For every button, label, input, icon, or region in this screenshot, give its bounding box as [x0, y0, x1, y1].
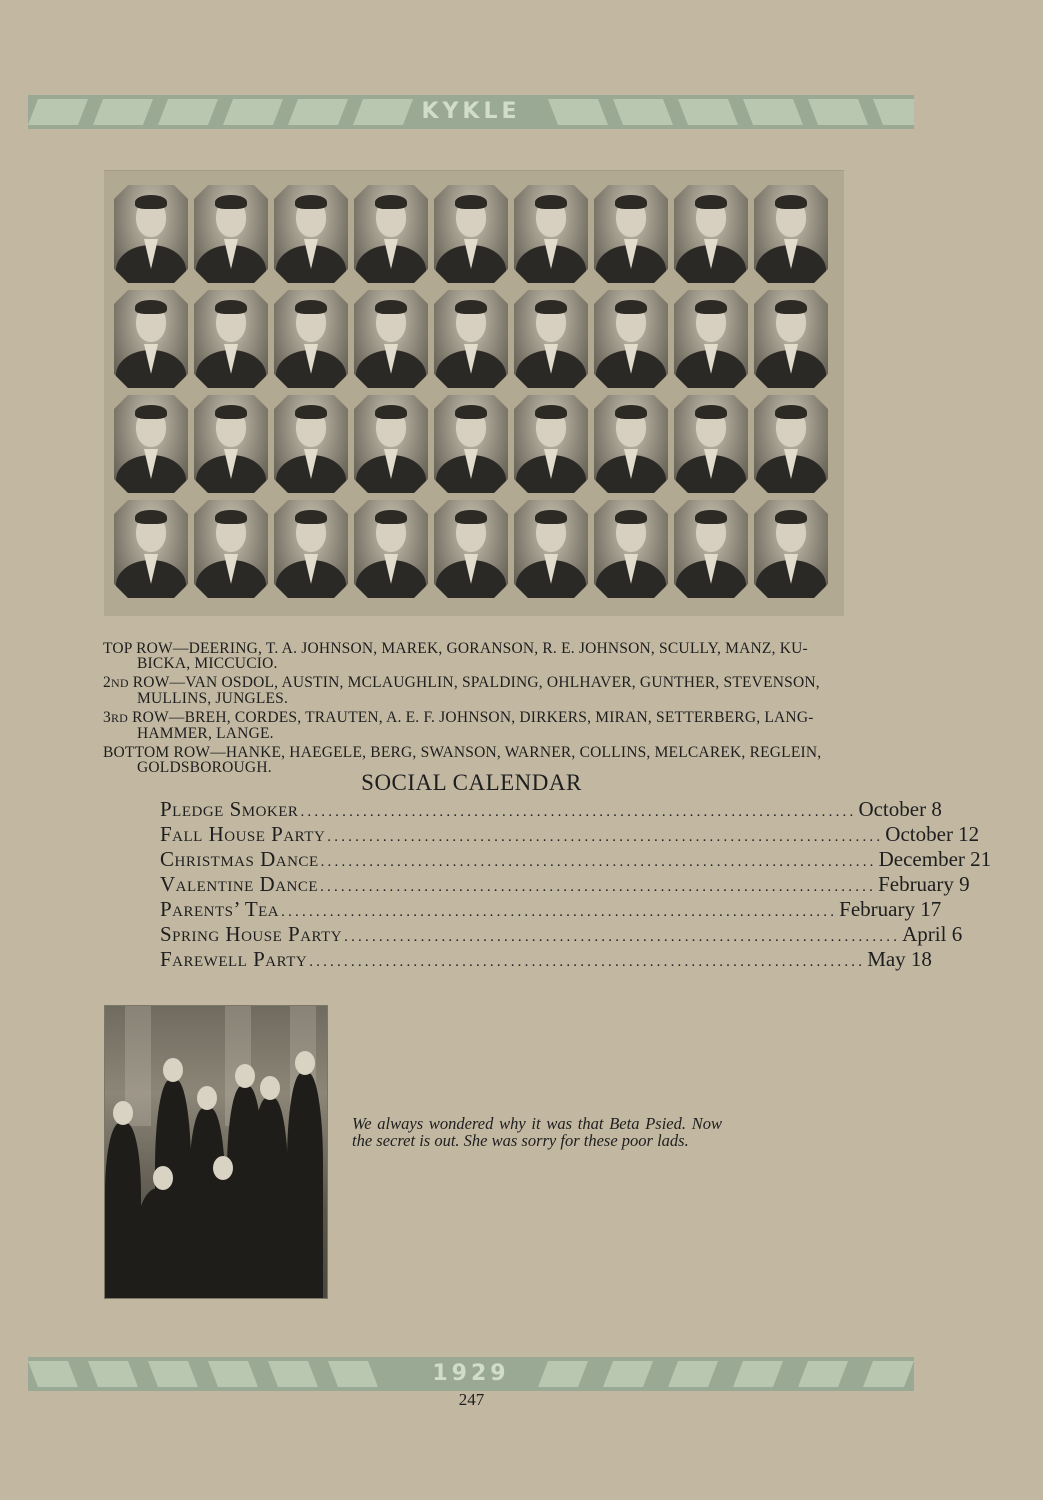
person-face	[260, 1076, 280, 1100]
calendar-event-date: February 9	[878, 872, 970, 896]
portrait-hair	[295, 405, 327, 419]
group-photograph	[104, 1005, 328, 1299]
portrait-photo	[434, 185, 508, 283]
calendar-event-date: October 8	[858, 797, 942, 821]
calendar-event-name: Parents’ Tea	[160, 897, 280, 921]
portrait-photo	[674, 290, 748, 388]
caption-row-label: TOP ROW	[103, 640, 173, 657]
portrait-photo	[434, 500, 508, 598]
photo-caption: We always wondered why it was that Beta Psied. Now the secret is out. She was sorry for these poor lads.	[352, 1114, 722, 1150]
caption-row-names: —HANKE, HAEGELE, BERG, SWANSON, WARNER, COLLINS, MELCAREK, REGLEIN,	[210, 744, 822, 761]
portrait-photo	[674, 395, 748, 493]
caption-row-names: —DEERING, T. A. JOHNSON, MAREK, GORANSON, R. E. JOHNSON, SCULLY, MANZ, KU-	[172, 640, 808, 657]
portrait-hair	[535, 300, 567, 314]
portrait-photo	[114, 500, 188, 598]
portrait-photo	[194, 290, 268, 388]
portrait-photo	[674, 185, 748, 283]
caption-row-label: BOTTOM ROW	[103, 744, 211, 761]
portrait-photo	[514, 500, 588, 598]
calendar-row	[160, 822, 980, 847]
calendar-event-name: Spring House Party	[160, 922, 343, 946]
caption-row-names: ROW—BREH, CORDES, TRAUTEN, A. E. F. JOHNSON, DIRKERS, MIRAN, SETTERBERG, LANG-	[128, 709, 814, 726]
footer-band-text: 1929	[432, 1361, 510, 1386]
caption-row-continuation: GOLDSBOROUGH.	[137, 759, 272, 776]
portrait-hair	[775, 510, 807, 524]
portrait-hair	[215, 405, 247, 419]
person-body	[137, 1188, 189, 1298]
calendar-row	[160, 872, 970, 897]
portrait-photo	[594, 290, 668, 388]
leader-dots: ................................................................................	[320, 879, 877, 895]
calendar-event-date: May 18	[867, 947, 932, 971]
calendar-event-name: Christmas Dance	[160, 847, 319, 871]
portrait-photo	[754, 290, 828, 388]
portrait-hair	[135, 300, 167, 314]
portrait-hair	[535, 405, 567, 419]
portrait-composite	[104, 170, 844, 616]
caption-row-continuation: MULLINS, JUNGLES.	[137, 690, 289, 707]
portrait-photo	[594, 500, 668, 598]
portrait-hair	[295, 300, 327, 314]
person-face	[113, 1101, 133, 1125]
portrait-hair	[215, 195, 247, 209]
calendar-event-name: Valentine Dance	[160, 872, 319, 896]
portrait-hair	[215, 510, 247, 524]
calendar-row	[160, 897, 942, 922]
portrait-hair	[375, 300, 407, 314]
portrait-photo	[514, 185, 588, 283]
footer-ornament-band	[28, 1357, 914, 1391]
portrait-hair	[615, 510, 647, 524]
portrait-photo	[754, 395, 828, 493]
portrait-photo	[274, 395, 348, 493]
portrait-hair	[375, 405, 407, 419]
caption-row-label: 3	[103, 709, 111, 726]
leader-dots: ................................................................................	[344, 929, 901, 945]
leader-dots: ................................................................................	[327, 829, 884, 845]
caption-row-ordinal: ND	[110, 676, 129, 690]
caption-row-continuation: BICKA, MICCUCIO.	[137, 655, 278, 672]
calendar-row	[160, 922, 963, 947]
portrait-photo	[114, 290, 188, 388]
portrait-photo	[434, 395, 508, 493]
portrait-hair	[455, 405, 487, 419]
caption-row-continuation: HAMMER, LANGE.	[137, 725, 274, 742]
caption-row-ordinal: RD	[110, 711, 129, 725]
caption-row-names: ROW—VAN OSDOL, AUSTIN, MCLAUGHLIN, SPALDING, OHLHAVER, GUNTHER, STEVENSON,	[128, 674, 820, 691]
header-band-text: KYKLE	[421, 99, 521, 124]
caption-top-row	[103, 641, 848, 671]
calendar-row	[160, 947, 932, 972]
portrait-photo	[514, 290, 588, 388]
portrait-hair	[455, 510, 487, 524]
calendar-event-name: Pledge Smoker	[160, 797, 299, 821]
leader-dots: ................................................................................	[309, 954, 866, 970]
portrait-photo	[354, 500, 428, 598]
caption-row-label: 2	[103, 674, 111, 691]
person-face	[213, 1156, 233, 1180]
person-body	[105, 1123, 141, 1298]
calendar-row	[160, 797, 942, 822]
portrait-photo	[114, 185, 188, 283]
person-face	[295, 1051, 315, 1075]
caption-third-row	[103, 710, 848, 741]
portrait-hair	[135, 405, 167, 419]
portrait-photo	[274, 290, 348, 388]
portrait-photo	[274, 185, 348, 283]
portrait-photo	[594, 185, 668, 283]
caption-second-row	[103, 675, 848, 706]
portrait-hair	[135, 510, 167, 524]
portrait-photo	[434, 290, 508, 388]
portrait-hair	[535, 510, 567, 524]
calendar-event-date: October 12	[885, 822, 980, 846]
portrait-hair	[535, 195, 567, 209]
page-number: 247	[458, 1390, 485, 1409]
portrait-hair	[615, 405, 647, 419]
person-face	[235, 1064, 255, 1088]
portrait-hair	[775, 300, 807, 314]
portrait-hair	[375, 510, 407, 524]
portrait-photo	[594, 395, 668, 493]
portrait-hair	[615, 195, 647, 209]
portrait-hair	[695, 405, 727, 419]
leader-dots: ................................................................................	[281, 904, 838, 920]
portrait-hair	[695, 195, 727, 209]
portrait-hair	[775, 405, 807, 419]
leader-dots: ................................................................................	[320, 854, 877, 870]
portrait-hair	[615, 300, 647, 314]
calendar-event-name: Fall House Party	[160, 822, 326, 846]
person-body	[287, 1073, 323, 1298]
leader-dots: ................................................................................	[300, 804, 857, 820]
portrait-photo	[754, 185, 828, 283]
portrait-hair	[295, 510, 327, 524]
portrait-photo	[274, 500, 348, 598]
portrait-photo	[354, 185, 428, 283]
portrait-photo	[354, 290, 428, 388]
portrait-photo	[194, 500, 268, 598]
person-face	[197, 1086, 217, 1110]
calendar-row	[160, 847, 992, 872]
calendar-event-date: April 6	[902, 922, 963, 946]
portrait-photo	[514, 395, 588, 493]
portrait-hair	[295, 195, 327, 209]
portrait-hair	[695, 510, 727, 524]
person-face	[163, 1058, 183, 1082]
person-body	[197, 1178, 249, 1298]
portrait-photo	[354, 395, 428, 493]
portrait-hair	[455, 300, 487, 314]
portrait-hair	[455, 195, 487, 209]
person-face	[153, 1166, 173, 1190]
portrait-photo	[194, 395, 268, 493]
portrait-photo	[754, 500, 828, 598]
calendar-title: SOCIAL CALENDAR	[361, 770, 582, 795]
portrait-photo	[194, 185, 268, 283]
portrait-photo	[114, 395, 188, 493]
social-calendar	[160, 797, 992, 972]
person-body	[252, 1098, 288, 1298]
portrait-photo	[674, 500, 748, 598]
portrait-hair	[695, 300, 727, 314]
portrait-hair	[775, 195, 807, 209]
header-ornament-band	[28, 95, 914, 129]
calendar-event-name: Farewell Party	[160, 947, 308, 971]
portrait-hair	[215, 300, 247, 314]
portrait-hair	[135, 195, 167, 209]
calendar-event-date: December 21	[878, 847, 992, 871]
calendar-event-date: February 17	[839, 897, 942, 921]
portrait-caption	[103, 641, 848, 779]
portrait-hair	[375, 195, 407, 209]
